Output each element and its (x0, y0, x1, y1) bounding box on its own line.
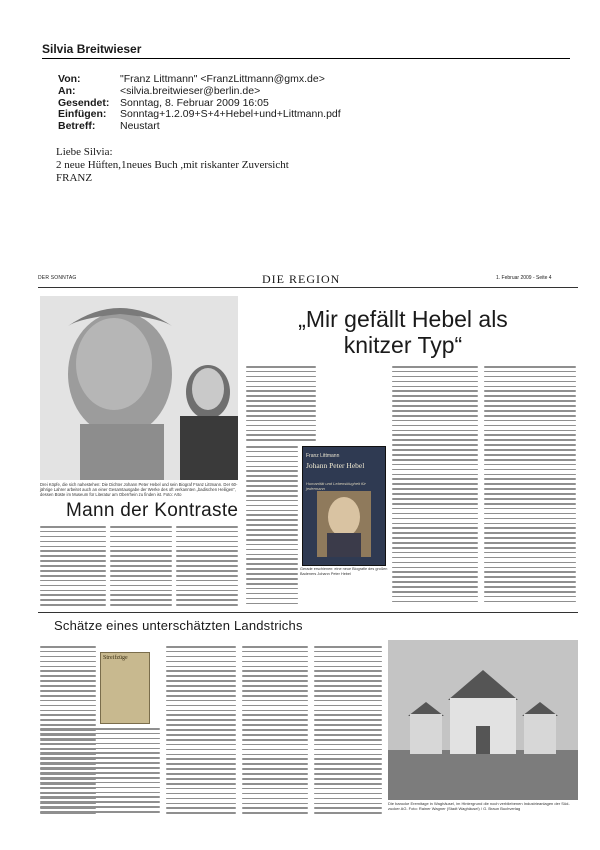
message-line: FRANZ (56, 172, 93, 184)
book-caption: Gerade erschienen: eine neue Biografie des großen Badeners Johann Peter Hebel (300, 567, 388, 576)
book-author: Franz Littmann (306, 453, 340, 459)
bust-illustration (40, 296, 238, 480)
schaetze-column-1b (40, 728, 160, 818)
schaetze-column-3 (242, 646, 308, 818)
streifzuege-title: Streifzüge (103, 655, 128, 661)
field-attachment (58, 109, 341, 121)
message-line: 2 neue Hüften,1neues Buch ,mit riskanter Zuversicht (56, 159, 289, 171)
photo-caption: Drei Köpfe, die sich nahestehen: Die Dichter Johann Peter Hebel und sein Biograf Franz Littmann. Der 60-jährige Lahrer arbeitet auch an einer Gesamtausgabe der Werke des oft verkannten „badischen Heiligen“, dessen Büste im Museum für Literatur am Oberrhein zu finden ist. Foto: Arto (40, 482, 238, 497)
masthead-paper-name: DER SONNTAG (38, 275, 77, 281)
article-column-5 (392, 366, 478, 608)
field-label: Einfügen: (58, 108, 107, 121)
castle-illustration (388, 640, 578, 800)
article-column-6 (484, 366, 576, 608)
field-value: Neustart (120, 120, 160, 133)
field-value: "Franz Littmann" <FranzLittmann@gmx.de> (120, 73, 325, 85)
field-value: Sonntag+1.2.09+S+4+Hebel+und+Littmann.pdf (120, 108, 341, 121)
article-column-3 (176, 526, 238, 608)
masthead-date: 1. Februar 2009 - Seite 4 (496, 275, 552, 281)
field-label: An: (58, 84, 76, 97)
field-value: <silvia.breitwieser@berlin.de> (120, 84, 261, 97)
streifzuege-book-cover (100, 652, 150, 724)
article-column-1 (40, 526, 106, 608)
email-header-fields (58, 74, 341, 133)
sender-name: Silvia Breitwieser (42, 42, 142, 56)
section-rule (38, 612, 578, 613)
field-label: Von: (58, 73, 81, 85)
castle-caption: Die barocke Eremitage in Waghäusel, im Hintergrund die noch verbliebenen Industrieanlagen der Süd-zucker AG. Foto: Rainer Wagner (Stadt Waghäusel) / G. Braun Buchverlag (388, 801, 570, 811)
eremitage-photo (388, 640, 578, 800)
schaetze-column-4 (314, 646, 382, 818)
hebel-bust-photo (40, 296, 238, 480)
field-value: Sonntag, 8. Februar 2009 16:05 (120, 96, 269, 109)
schaetze-headline: Schätze eines unterschätzten Landstrichs (54, 618, 303, 633)
header-divider (42, 58, 570, 59)
field-to (58, 86, 341, 98)
field-subject (58, 121, 341, 133)
book-title: Johann Peter Hebel (306, 461, 365, 470)
schaetze-column-2 (166, 646, 236, 818)
field-label: Betreff: (58, 120, 96, 133)
field-label: Gesendet: (58, 96, 110, 109)
article-column-2 (110, 526, 172, 608)
message-line: Liebe Silvia: (56, 146, 113, 158)
section-title: DIE REGION (262, 272, 341, 286)
email-message (56, 146, 289, 185)
article-column-4b (246, 446, 298, 608)
kontraste-headline: Mann der Kontraste (66, 500, 239, 521)
masthead-rule (38, 287, 578, 288)
main-headline: „Mir gefällt Hebel als knitzer Typ“ (298, 306, 508, 358)
book-subtitle: Humanität und Lebensklugheit für jedermann (306, 481, 366, 491)
article-column-4 (246, 366, 316, 444)
